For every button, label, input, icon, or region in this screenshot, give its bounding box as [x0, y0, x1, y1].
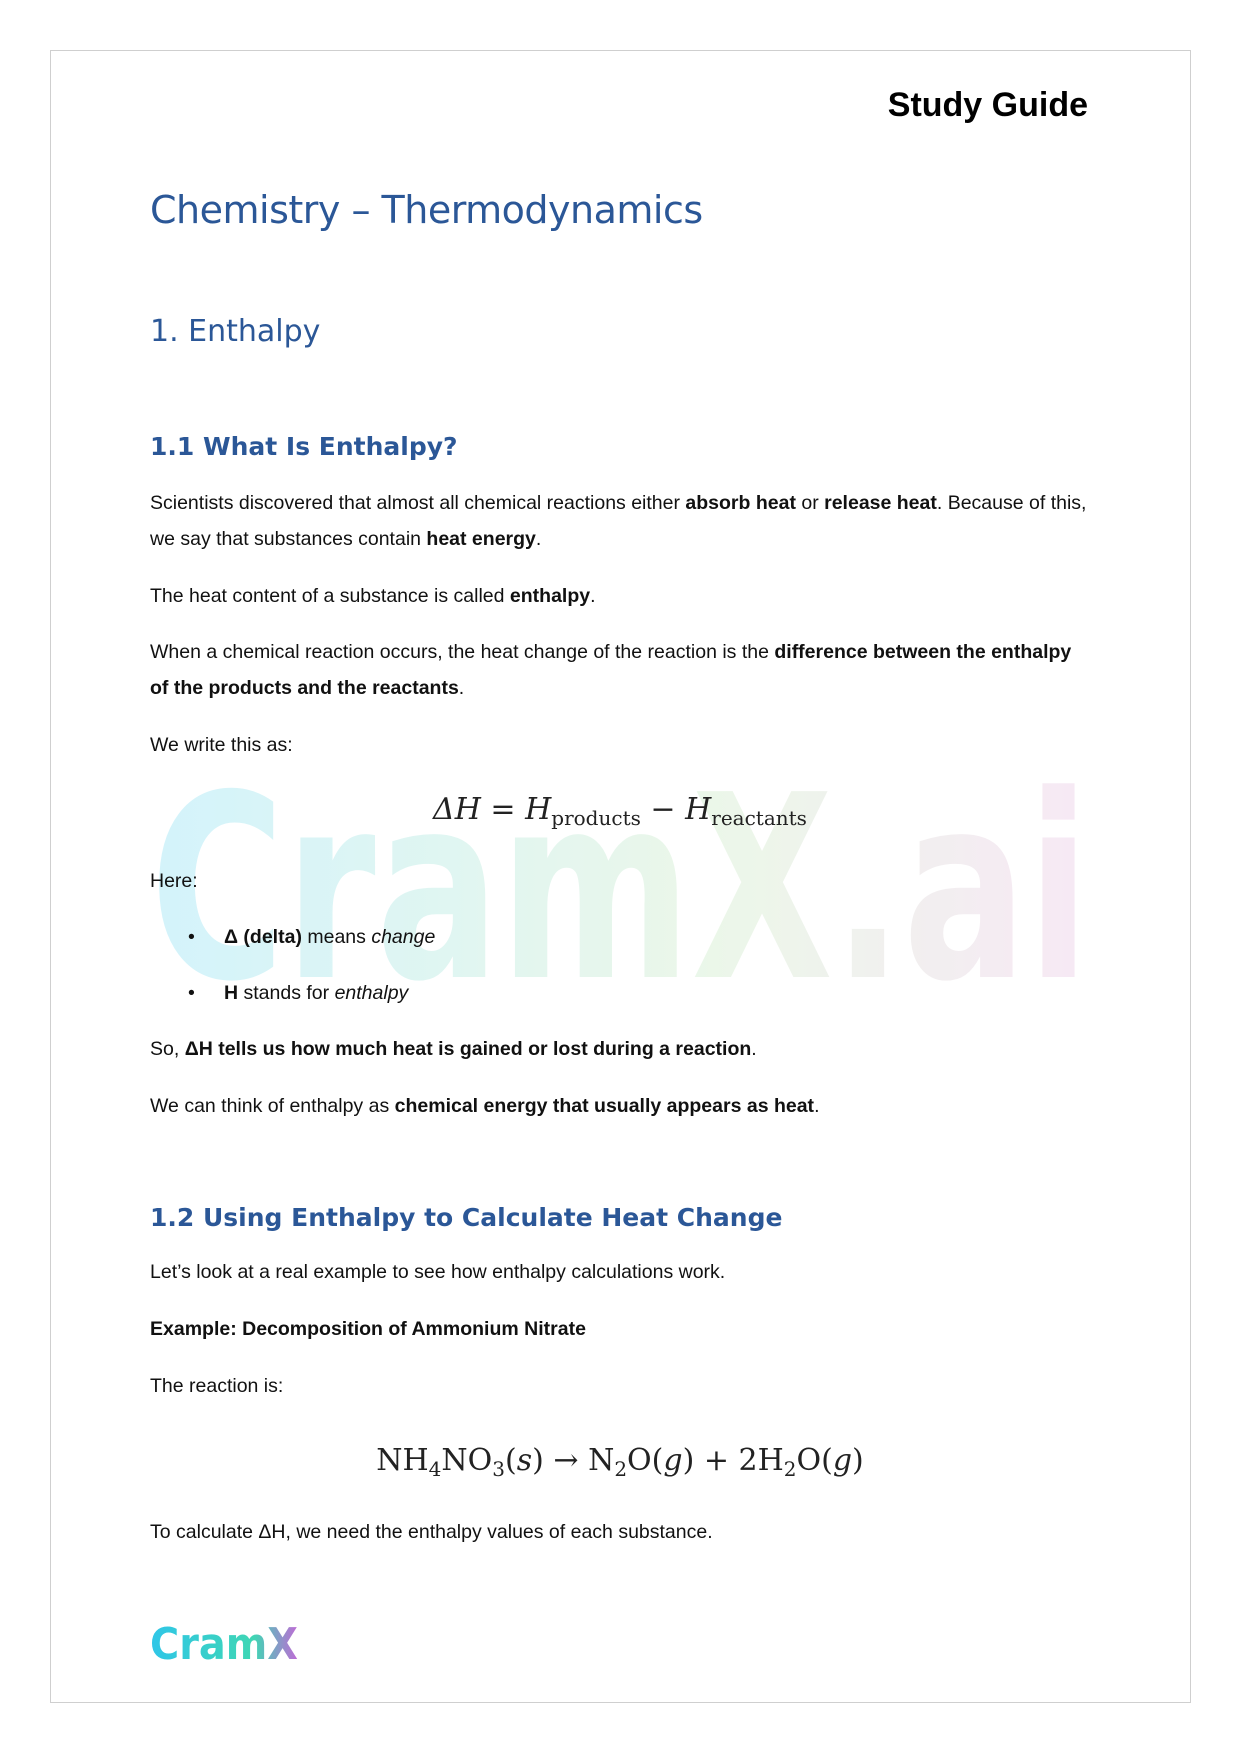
subsection-heading-1-2: 1.2 Using Enthalpy to Calculate Heat Change: [150, 1203, 783, 1232]
reaction-equation: $NH_4NO_3(s) \to N_2O(g) + 2H_2O(g)$: [376, 1443, 864, 1481]
cramx-logo: [150, 1617, 300, 1669]
paragraph-intro: Scientists discovered that almost all chemical reactions either absorb heat or release heat. Because of this, we say that substances contain heat energy.: [150, 492, 1087, 550]
bullet-icon: •: [188, 982, 195, 1004]
list-item: • Δ (delta) means change: [188, 919, 435, 955]
example-title: Example: Decomposition of Ammonium Nitrate: [150, 1318, 586, 1340]
paragraph-calculate-delta-h: To calculate ΔH, we need the enthalpy values of each substance.: [150, 1521, 713, 1543]
bullet-icon: •: [188, 926, 195, 948]
study-guide-label: Study Guide: [887, 86, 1088, 124]
paragraph-delta-h: So, ΔH tells us how much heat is gained or lost during a reaction.: [150, 1038, 757, 1060]
section-heading-enthalpy: 1. Enthalpy: [150, 314, 321, 349]
paragraph-real-example: Let’s look at a real example to see how enthalpy calculations work.: [150, 1261, 726, 1283]
paragraph-reaction-is: The reaction is:: [150, 1375, 284, 1397]
logo-text: CramX: [150, 1619, 299, 1669]
paragraph-heat-content: The heat content of a substance is called enthalpy.: [150, 585, 596, 607]
watermark-text: CramX.ai: [150, 755, 1090, 995]
paragraph-write-this: We write this as:: [150, 734, 293, 756]
paragraph-heat-change: When a chemical reaction occurs, the heat change of the reaction is the difference between the enthalpy of the products and the reactants.: [150, 641, 1072, 699]
list-item: • H stands for enthalpy: [188, 975, 408, 1011]
page-title: Chemistry – Thermodynamics: [150, 188, 703, 232]
enthalpy-equation: $\Delta H = H_{products} - H_{reactants}$: [433, 792, 807, 830]
paragraph-here: Here:: [150, 870, 198, 892]
subsection-heading-1-1: 1.1 What Is Enthalpy?: [150, 432, 458, 461]
paragraph-chemical-energy: We can think of enthalpy as chemical energy that usually appears as heat.: [150, 1095, 820, 1117]
